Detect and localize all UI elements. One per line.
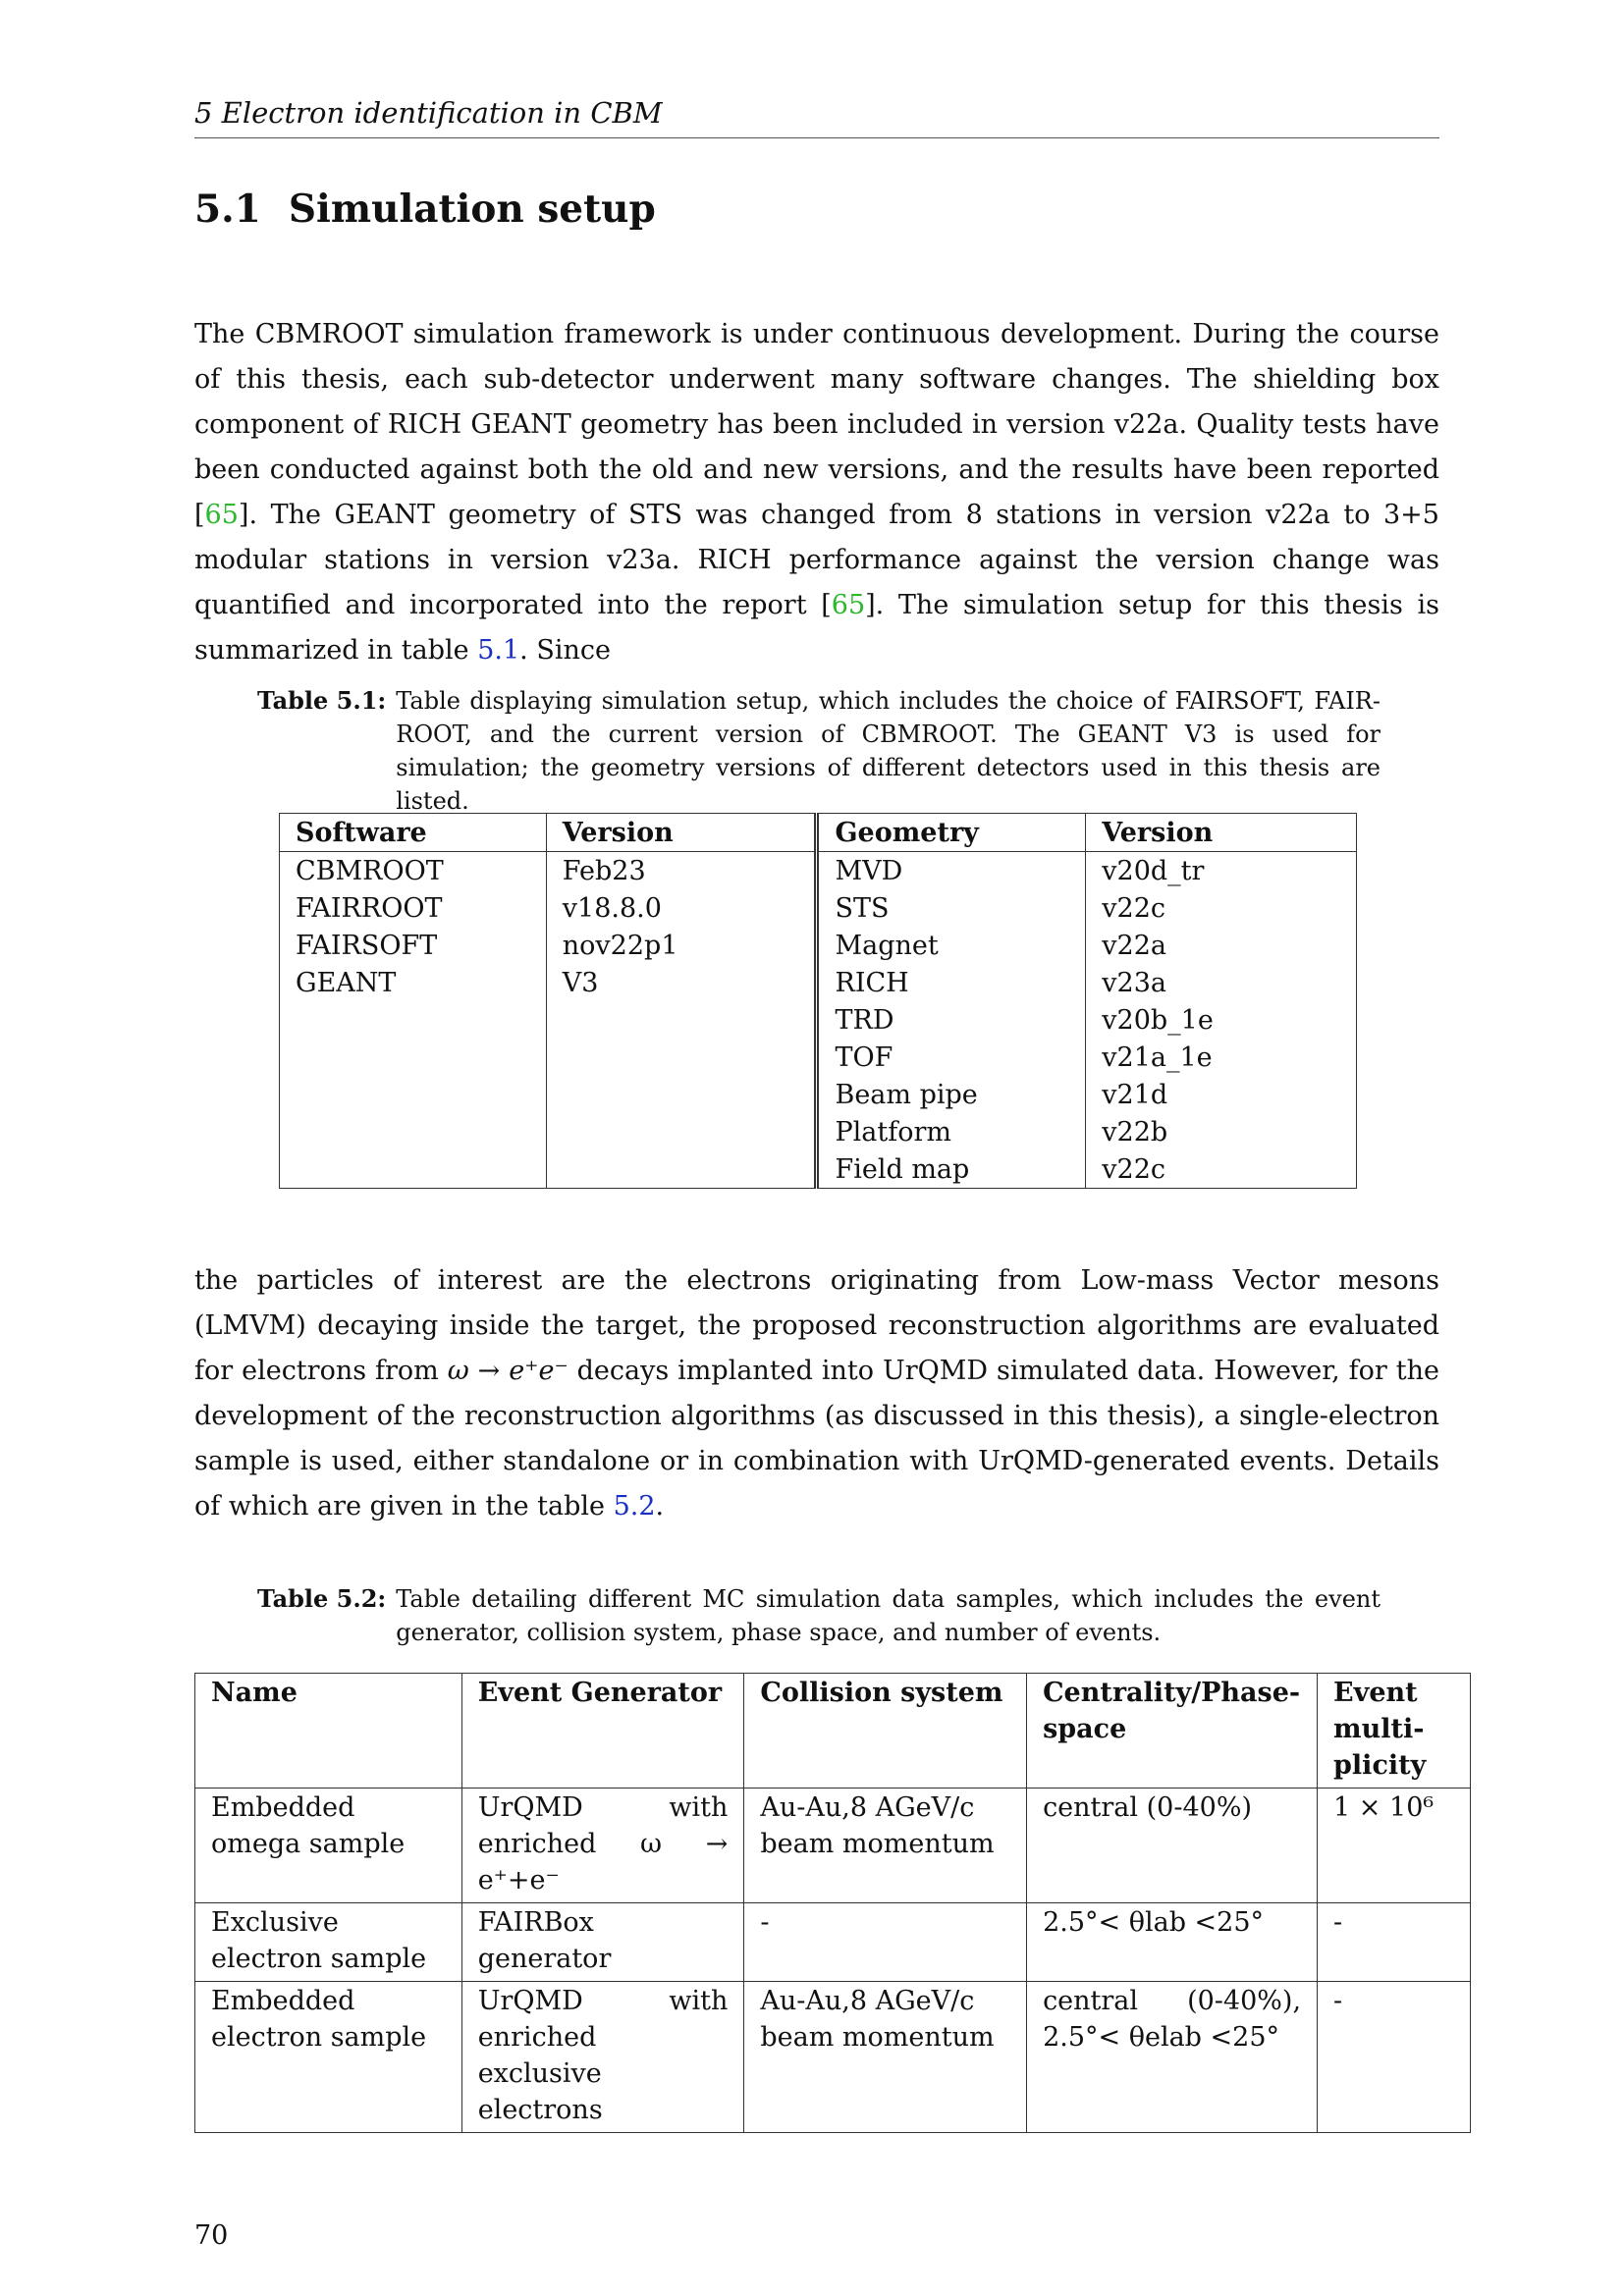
- table2-caption: [257, 1582, 1380, 1649]
- header-cell: Centrality/Phase-space: [1027, 1674, 1318, 1789]
- cell: [280, 1039, 547, 1076]
- para2-text-a: the particles of interest are the electrons originating from Low-mass Vector mesons (LMVM) decaying inside the target, the proposed reconstruction algorithms are evaluated for electrons from: [194, 1265, 1439, 1386]
- para2-text-c: .: [655, 1491, 665, 1522]
- header-cell: Event multi-plicity: [1318, 1674, 1471, 1789]
- cell: [546, 1039, 817, 1076]
- table-row: [280, 1076, 1357, 1113]
- para2-text-b: decays implanted into UrQMD simulated data. However, for the development of the reconstruction algorithms (as discussed in this thesis), a single-electron sample is used, either standalone or in combination with UrQMD-generated events. Details of which are given in the table: [194, 1356, 1439, 1522]
- cell: 2.5°< θlab <25°: [1027, 1903, 1318, 1982]
- cell: v22c: [1086, 889, 1357, 927]
- cell: Embedded omega sample: [195, 1789, 462, 1903]
- table-row: [280, 1113, 1357, 1150]
- cell: central (0-40%): [1027, 1789, 1318, 1903]
- cell: FAIRROOT: [280, 889, 547, 927]
- cell: v20b_1e: [1086, 1001, 1357, 1039]
- header-cell: Version: [1086, 814, 1357, 852]
- table-row: [195, 1789, 1471, 1903]
- cell: UrQMD with enriched ω → e⁺+e⁻: [461, 1789, 744, 1903]
- simulation-setup-table: [279, 813, 1357, 1189]
- cell: v20d_tr: [1086, 852, 1357, 890]
- cell: [546, 1113, 817, 1150]
- cell: Feb23: [546, 852, 817, 890]
- table-row: [280, 964, 1357, 1001]
- table-row: [195, 1903, 1471, 1982]
- math-expression: ω → e⁺e⁻: [447, 1356, 568, 1386]
- header-cell: Name: [195, 1674, 462, 1789]
- cell: v22a: [1086, 927, 1357, 964]
- table-row: [280, 1150, 1357, 1189]
- cell: Exclusive electron sample: [195, 1903, 462, 1982]
- cell: v21a_1e: [1086, 1039, 1357, 1076]
- cell: v21d: [1086, 1076, 1357, 1113]
- cell: v23a: [1086, 964, 1357, 1001]
- section-title-text: Simulation setup: [288, 187, 656, 232]
- para1-text-d: . Since: [519, 635, 611, 666]
- cell: v22c: [1086, 1150, 1357, 1189]
- cell: TOF: [817, 1039, 1086, 1076]
- header-cell: Software: [280, 814, 547, 852]
- header-cell: Event Generator: [461, 1674, 744, 1789]
- cell: v18.8.0: [546, 889, 817, 927]
- header-cell: Version: [546, 814, 817, 852]
- cell: Platform: [817, 1113, 1086, 1150]
- cell: RICH: [817, 964, 1086, 1001]
- cell: Beam pipe: [817, 1076, 1086, 1113]
- table-header-row: [280, 814, 1357, 852]
- cell: -: [1318, 1982, 1471, 2133]
- cell: -: [744, 1903, 1027, 1982]
- para1-text-a: The CBMROOT simulation framework is under continuous development. During the course of this thesis, each sub-detector underwent many software changes. The shielding box component of RICH GEANT geometry has been included in version v22a. Quality tests have been conducted against both the old and new versions, and the results have been reported [: [194, 319, 1439, 530]
- table1-caption-text: Table displaying simulation setup, which includes the choice of FAIRSOFT, FAIR-ROOT, and the current version of CBMROOT. The GEANT V3 is used for simulation; the geometry versions of different detectors used in this thesis are listed.: [396, 687, 1380, 815]
- section-title: [194, 187, 656, 232]
- cell: [546, 1001, 817, 1039]
- cell: [280, 1150, 547, 1189]
- cell: -: [1318, 1903, 1471, 1982]
- cell: Au-Au,8 AGeV/c beam momentum: [744, 1982, 1027, 2133]
- table-row: [195, 1982, 1471, 2133]
- cell: [280, 1113, 547, 1150]
- citation-link[interactable]: 65: [204, 500, 239, 530]
- table-row: [280, 1039, 1357, 1076]
- header-cell: Collision system: [744, 1674, 1027, 1789]
- cell: Embedded electron sample: [195, 1982, 462, 2133]
- table-row: [280, 889, 1357, 927]
- cell: STS: [817, 889, 1086, 927]
- paragraph-2: [194, 1258, 1439, 1529]
- page-number: 70: [194, 2220, 229, 2251]
- para1-text-c: ]. The simulation setup for this thesis is summarized in table: [194, 590, 1439, 666]
- cell: GEANT: [280, 964, 547, 1001]
- para1-text-b: ]. The GEANT geometry of STS was changed from 8 stations in version v22a to 3+5 modular stations in version v23a. RICH performance against the version change was quantified and incorporated into the report [: [194, 500, 1439, 620]
- cell: FAIRBox generator: [461, 1903, 744, 1982]
- table2-caption-text: Table detailing different MC simulation data samples, which includes the event generator, collision system, phase space, and number of events.: [396, 1585, 1380, 1646]
- table-ref-link[interactable]: 5.1: [477, 635, 520, 666]
- cell: Field map: [817, 1150, 1086, 1189]
- cell: TRD: [817, 1001, 1086, 1039]
- cell: nov22p1: [546, 927, 817, 964]
- paragraph-1: [194, 312, 1439, 673]
- mc-samples-table: [194, 1673, 1471, 2133]
- table-row: [280, 852, 1357, 890]
- cell: v22b: [1086, 1113, 1357, 1150]
- table-ref-link[interactable]: 5.2: [613, 1491, 656, 1522]
- cell: central (0-40%), 2.5°< θelab <25°: [1027, 1982, 1318, 2133]
- header-cell: Geometry: [817, 814, 1086, 852]
- cell: 1 × 10⁶: [1318, 1789, 1471, 1903]
- table-row: [280, 927, 1357, 964]
- cell: Au-Au,8 AGeV/c beam momentum: [744, 1789, 1027, 1903]
- table1-caption: [257, 684, 1380, 818]
- table1-caption-label: Table 5.1:: [257, 686, 387, 715]
- cell: [280, 1001, 547, 1039]
- table-header-row: [195, 1674, 1471, 1789]
- cell: CBMROOT: [280, 852, 547, 890]
- table2-caption-label: Table 5.2:: [257, 1584, 387, 1613]
- cell: [280, 1076, 547, 1113]
- cell: V3: [546, 964, 817, 1001]
- citation-link[interactable]: 65: [831, 590, 866, 620]
- cell: FAIRSOFT: [280, 927, 547, 964]
- table-row: [280, 1001, 1357, 1039]
- cell: [546, 1150, 817, 1189]
- section-number: 5.1: [194, 187, 261, 232]
- cell: UrQMD with enriched exclusive electrons: [461, 1982, 744, 2133]
- cell: [546, 1076, 817, 1113]
- running-head: 5 Electron identification in CBM: [194, 96, 1439, 138]
- cell: Magnet: [817, 927, 1086, 964]
- cell: MVD: [817, 852, 1086, 890]
